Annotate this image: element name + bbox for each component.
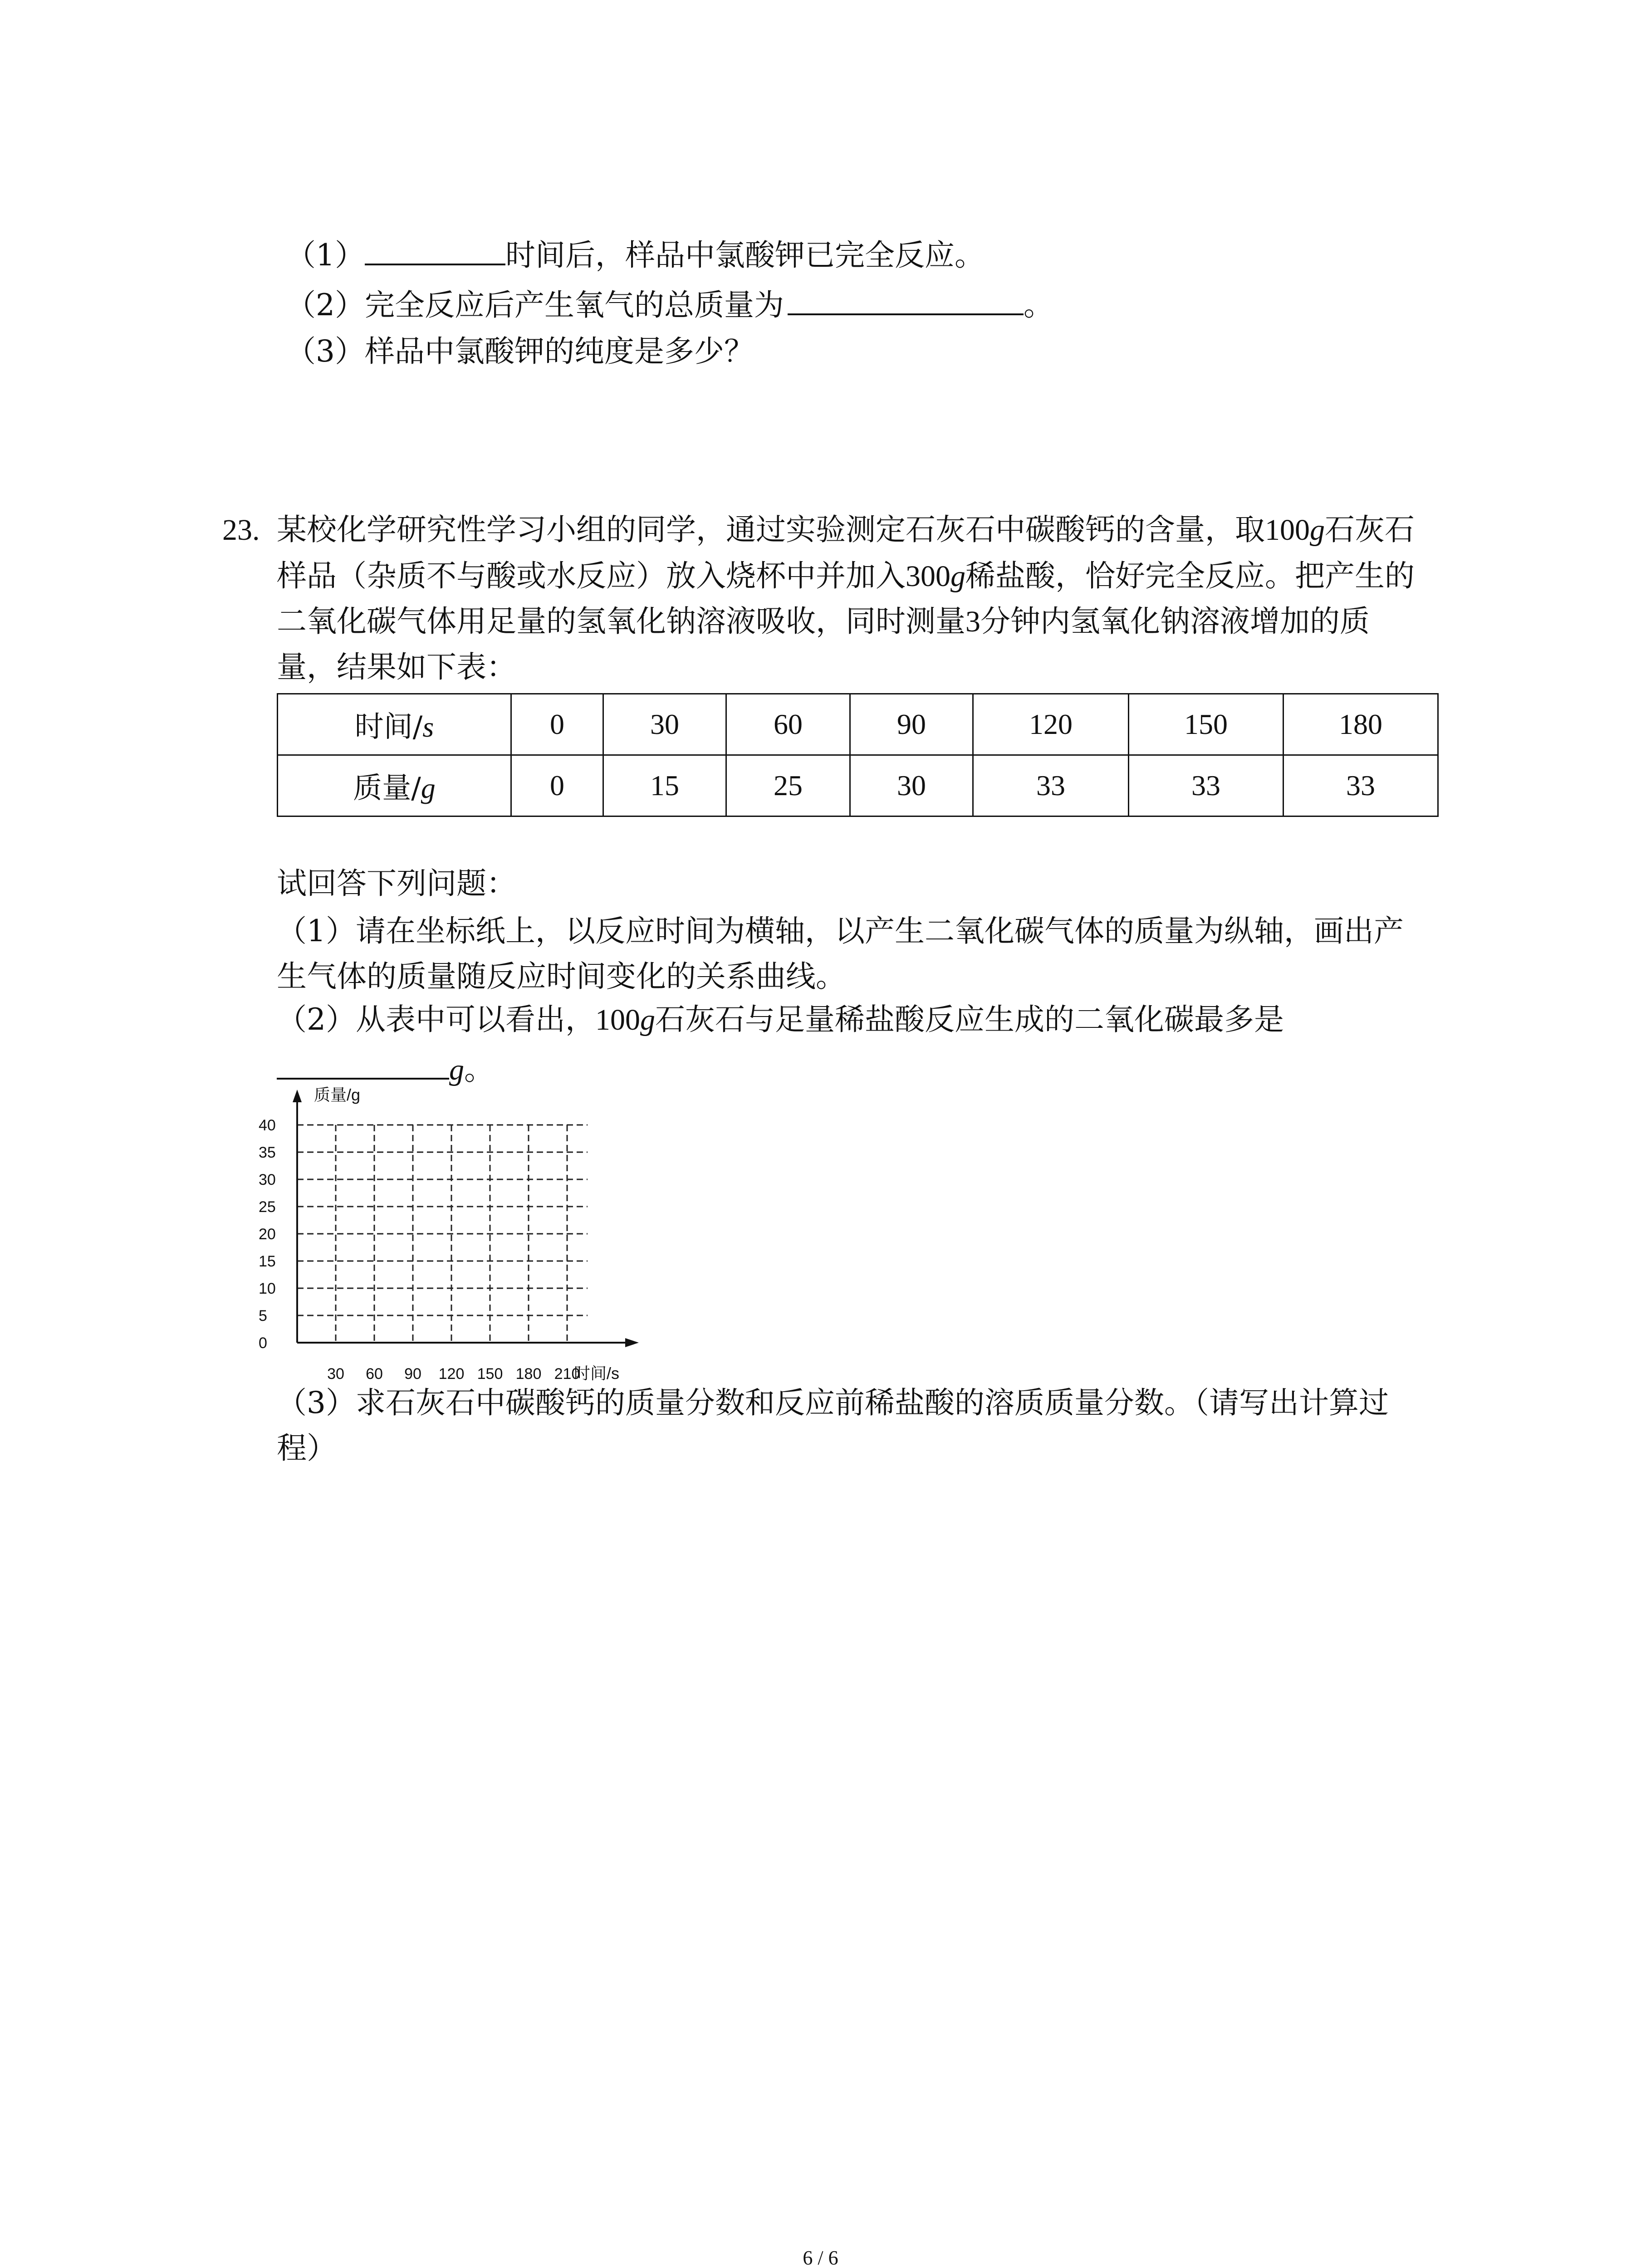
q23-text: 某校化学研究性学习小组的同学，通过实验测定石灰石中碳酸钙的含量，取 (277, 512, 1265, 547)
answer-blank[interactable] (788, 313, 1024, 315)
q1-line1 (277, 916, 1404, 946)
q3-text: 程） (277, 1431, 337, 1466)
q23-unit: g (950, 560, 965, 593)
table-cell: 33 (1129, 755, 1283, 816)
table-row (278, 694, 1438, 755)
table-cell: 33 (1283, 755, 1438, 816)
x-tick-label: 120 (438, 1365, 465, 1383)
table-cell: 150 (1129, 694, 1283, 755)
y-tick-label: 20 (259, 1226, 276, 1243)
q2-answer-unit: g (449, 1053, 464, 1086)
prev-q-part2 (286, 288, 1053, 323)
q23-text: 石灰石 (1325, 512, 1415, 547)
q2-number-value: 100 (595, 1003, 640, 1036)
q23-number-value: 300 (906, 560, 950, 593)
table-header-label: 时间/ (354, 710, 423, 744)
x-tick-label: 210 (554, 1365, 580, 1383)
q2-line2 (277, 1052, 494, 1087)
y-axis-arrow (293, 1090, 302, 1102)
answer-blank[interactable] (365, 263, 505, 265)
table-cell: 120 (973, 694, 1129, 755)
q1-text: （1）请在坐标纸上，以反应时间为横轴，以产生二氧化碳气体的质量为纵轴，画出产 (277, 914, 1404, 948)
table-cell: 0 (511, 755, 603, 816)
y-tick-label: 15 (259, 1253, 276, 1270)
prev-q-part1 (286, 238, 985, 273)
q23-number-value: 3 (965, 605, 980, 638)
q2-text: 。 (464, 1052, 494, 1087)
x-axis-label: 时间/s (574, 1364, 620, 1383)
q1-line2 (277, 959, 846, 994)
q2-text: 石灰石与足量稀盐酸反应生成的二氧化碳最多是 (655, 1002, 1284, 1037)
x-axis-arrow (625, 1338, 639, 1347)
question-number: 23. (222, 513, 260, 547)
q23-text: 分钟内氢氧化钠溶液增加的质 (980, 604, 1370, 639)
q23-text: 量，结果如下表： (277, 650, 516, 684)
q2-line1 (277, 1002, 1284, 1037)
table-cell: 0 (511, 694, 603, 755)
y-axis-label: 质量/g (314, 1085, 361, 1104)
table-header-unit: s (422, 711, 434, 743)
x-tick-label: 150 (477, 1365, 503, 1383)
q23-line3 (277, 606, 1370, 637)
table-header-unit: g (421, 772, 436, 804)
q23-text: 稀盐酸，恰好完全反应。把产生的 (965, 558, 1415, 593)
data-table (277, 693, 1439, 817)
q2-text: （2）从表中可以看出， (277, 1002, 595, 1037)
y-tick-label: 0 (259, 1334, 267, 1352)
x-tick-label: 180 (515, 1365, 542, 1383)
chart-grid (297, 1125, 588, 1343)
q3-line2 (277, 1431, 337, 1466)
x-tick-label: 30 (327, 1365, 344, 1383)
prev-q-part2-end: 。 (1024, 288, 1053, 323)
x-tick-label: 60 (366, 1365, 383, 1383)
coordinate-grid-chart (254, 1084, 644, 1393)
y-tick-label: 10 (259, 1280, 276, 1297)
table-cell: 90 (850, 694, 973, 755)
q2-unit: g (640, 1003, 655, 1036)
y-tick-label: 40 (259, 1117, 276, 1134)
table-header-label: 质量/ (353, 772, 421, 805)
x-tick-label: 90 (404, 1365, 421, 1383)
y-tick-label: 5 (259, 1307, 267, 1325)
table-cell: 25 (726, 755, 850, 816)
table-row (278, 755, 1438, 816)
y-tick-label: 25 (259, 1198, 276, 1216)
q23-text: 样品（杂质不与酸或水反应）放入烧杯中并加入 (277, 558, 906, 593)
prev-q-part3-text: （3）样品中氯酸钾的纯度是多少？ (286, 334, 754, 369)
page-number: 6 / 6 (803, 2247, 838, 2268)
q23-line2 (277, 558, 1415, 593)
y-tick-label: 30 (259, 1171, 276, 1188)
table-row-header (278, 755, 511, 816)
q23-line4 (277, 652, 516, 682)
prev-q-part1-text: 时间后，样品中氯酸钾已完全反应。 (505, 238, 985, 273)
answer-blank[interactable] (277, 1077, 449, 1080)
q23-text: 二氧化碳气体用足量的氢氧化钠溶液吸收，同时测量 (277, 604, 965, 639)
q3-line1 (277, 1385, 1389, 1420)
q23-number-value: 100 (1265, 513, 1310, 547)
q1-text: 生气体的质量随反应时间变化的关系曲线。 (277, 959, 846, 994)
table-cell: 15 (603, 755, 726, 816)
table-cell: 30 (850, 755, 973, 816)
prev-q-part2-text: （2）完全反应后产生氧气的总质量为 (286, 288, 784, 323)
questions-intro (277, 866, 516, 901)
table-cell: 33 (973, 755, 1129, 816)
chart-axes (293, 1090, 639, 1347)
q23-line1 (222, 512, 1415, 547)
q3-text: （3）求石灰石中碳酸钙的质量分数和反应前稀盐酸的溶质质量分数。（请写出计算过 (277, 1385, 1389, 1420)
table-cell: 60 (726, 694, 850, 755)
q23-unit: g (1310, 513, 1325, 547)
table-cell: 180 (1283, 694, 1438, 755)
prev-q-part1-label: （1） (286, 238, 365, 273)
questions-intro-text: 试回答下列问题： (277, 866, 516, 901)
prev-q-part3 (286, 334, 754, 369)
table-cell: 30 (603, 694, 726, 755)
y-tick-label: 35 (259, 1144, 276, 1161)
table-row-header (278, 694, 511, 755)
